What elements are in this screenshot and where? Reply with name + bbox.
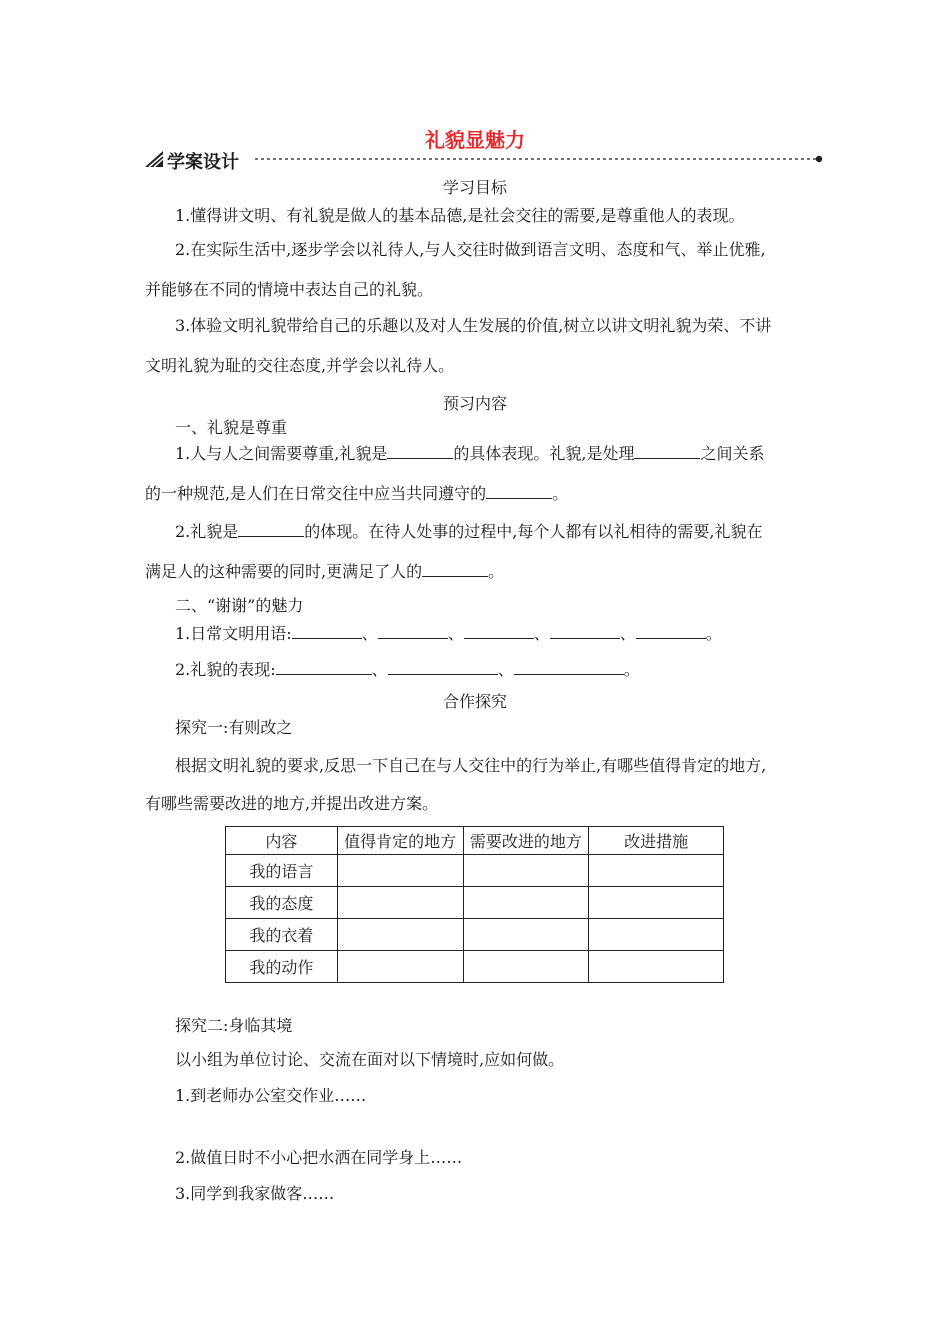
answer-blank[interactable] [636, 622, 706, 639]
separator: 。 [705, 624, 722, 643]
answer-blank[interactable] [464, 622, 534, 639]
fill-text: 的一种规范,是人们在日常交往中应当共同遵守的 [145, 484, 487, 503]
table-row [226, 855, 724, 887]
table-cell[interactable] [463, 887, 589, 919]
answer-blank[interactable] [387, 442, 453, 459]
fill-line-2 [145, 482, 568, 504]
reflection-table [225, 826, 724, 983]
objectives-heading: 学习目标 [442, 178, 507, 197]
row-label: 我的语言 [226, 855, 338, 887]
table-header-row [226, 827, 724, 855]
table-header: 内容 [226, 827, 338, 855]
fill-text: 1.人与人之间需要尊重,礼貌是 [175, 444, 388, 463]
answer-blank[interactable] [238, 520, 304, 537]
answer-blank[interactable] [550, 622, 620, 639]
table-cell[interactable] [589, 855, 724, 887]
fill-text: 之间关系 [700, 444, 765, 463]
answer-blank[interactable] [388, 658, 498, 675]
scenario-3: 3.同学到我家做客…… [175, 1184, 335, 1203]
part2-heading: 二、“谢谢”的魅力 [175, 596, 304, 615]
objective-2: 2.在实际生活中,逐步学会以礼待人,与人交往时做到语言文明、态度和气、举止优雅, [175, 240, 766, 259]
objective-3: 3.体验文明礼貌带给自己的乐趣以及对人生发展的价值,树立以讲文明礼貌为荣、不讲 [175, 316, 772, 335]
objective-1: 1.懂得讲文明、有礼貌是做人的基本品德,是社会交往的需要,是尊重他人的表现。 [175, 206, 745, 225]
fill-text: 。 [552, 484, 569, 503]
coop-heading: 合作探究 [442, 692, 507, 711]
fill-text: 的体现。在待人处事的过程中,每个人都有以礼相待的需要,礼貌在 [304, 522, 763, 541]
answer-blank[interactable] [514, 658, 624, 675]
row-label: 我的态度 [226, 887, 338, 919]
separator: 、 [619, 624, 636, 643]
part1-heading: 一、礼貌是尊重 [175, 418, 288, 437]
explore1-text-cont: 有哪些需要改进的地方,并提出改进方案。 [145, 794, 439, 813]
table-cell[interactable] [589, 919, 724, 951]
preview-heading: 预习内容 [442, 394, 507, 413]
fill-line-4 [145, 560, 504, 582]
table-cell[interactable] [337, 951, 463, 983]
explore2-heading: 探究二:身临其境 [175, 1016, 293, 1035]
table-cell[interactable] [337, 887, 463, 919]
explore1-text: 根据文明礼貌的要求,反思一下自己在与人交往中的行为举止,有哪些值得肯定的地方, [175, 756, 767, 775]
table-row [226, 919, 724, 951]
scenario-1: 1.到老师办公室交作业…… [175, 1086, 367, 1105]
banner-dotted-rule [255, 152, 825, 166]
table-cell[interactable] [463, 919, 589, 951]
table-cell[interactable] [463, 951, 589, 983]
scenario-2: 2.做值日时不小心把水洒在同学身上…… [175, 1148, 463, 1167]
table-row [226, 951, 724, 983]
fill-text: 1.日常文明用语: [175, 624, 292, 643]
answer-blank[interactable] [276, 658, 372, 675]
answer-blank[interactable] [292, 622, 362, 639]
table-row [226, 887, 724, 919]
table-header: 改进措施 [589, 827, 724, 855]
fill-text: 的具体表现。礼貌,是处理 [453, 444, 635, 463]
document-title: 礼貌显魅力 [425, 128, 525, 152]
separator: 。 [623, 660, 640, 679]
objective-2-cont: 并能够在不同的情境中表达自己的礼貌。 [145, 280, 434, 299]
objective-3-cont: 文明礼貌为耻的交往态度,并学会以礼待人。 [145, 356, 455, 375]
separator: 、 [371, 660, 388, 679]
answer-blank[interactable] [634, 442, 700, 459]
explore1-heading: 探究一:有则改之 [175, 718, 293, 737]
separator: 、 [497, 660, 514, 679]
table-header: 需要改进的地方 [463, 827, 589, 855]
table-cell[interactable] [463, 855, 589, 887]
row-label: 我的动作 [226, 951, 338, 983]
table-header: 值得肯定的地方 [337, 827, 463, 855]
banner-label: 学案设计 [167, 152, 239, 173]
table-cell[interactable] [337, 855, 463, 887]
separator: 、 [361, 624, 378, 643]
fill-text: 。 [488, 562, 505, 581]
fill-text: 2.礼貌的表现: [175, 660, 276, 679]
fill-line-1 [175, 442, 764, 464]
fill-line-5 [175, 622, 722, 644]
table-cell[interactable] [337, 919, 463, 951]
fill-text: 满足人的这种需要的同时,更满足了人的 [145, 562, 423, 581]
fill-text: 2.礼貌是 [175, 522, 239, 541]
table-cell[interactable] [589, 951, 724, 983]
banner-triangle-icon [143, 150, 165, 168]
separator: 、 [447, 624, 464, 643]
fill-line-6 [175, 658, 640, 680]
separator: 、 [533, 624, 550, 643]
fill-line-3 [175, 520, 762, 542]
explore2-text: 以小组为单位讨论、交流在面对以下情境时,应如何做。 [175, 1050, 565, 1069]
row-label: 我的衣着 [226, 919, 338, 951]
table-cell[interactable] [589, 887, 724, 919]
answer-blank[interactable] [486, 482, 552, 499]
answer-blank[interactable] [422, 560, 488, 577]
answer-blank[interactable] [378, 622, 448, 639]
